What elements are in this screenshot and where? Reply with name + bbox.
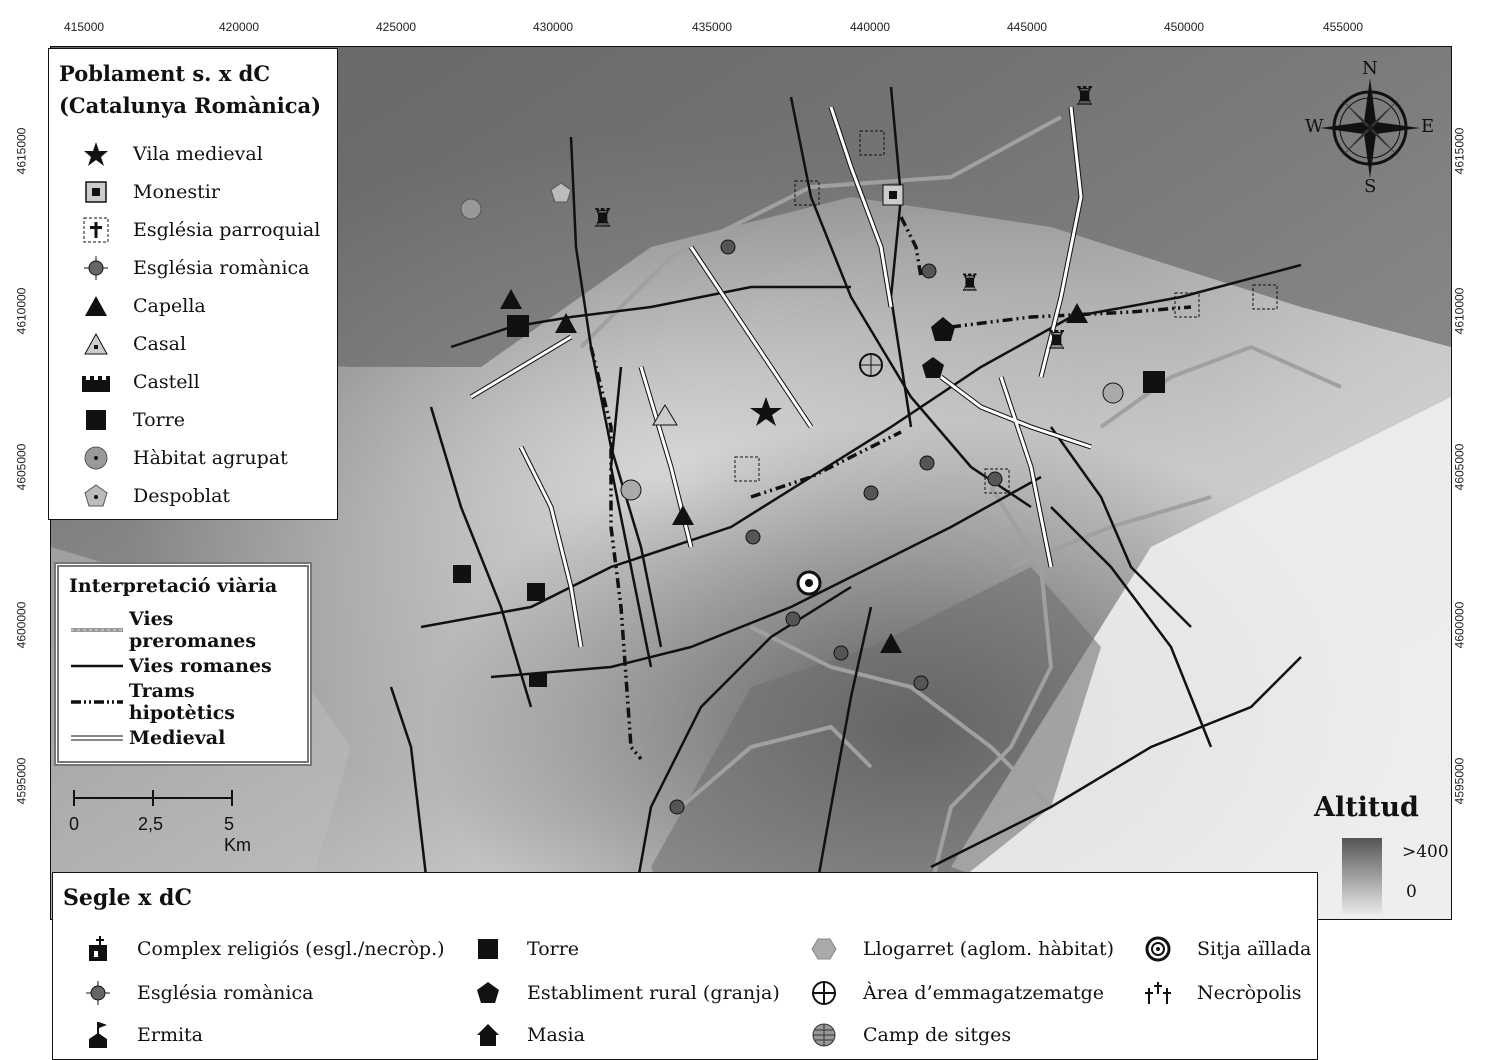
century-item-necropolis: Necròpolis (1141, 973, 1302, 1013)
legend-item-vila: Vila medieval (79, 135, 263, 173)
century-legend (52, 872, 1318, 1060)
castle-marker: ♜ (1073, 82, 1097, 112)
religious-complex-marker (527, 583, 545, 601)
scale-bar-line (66, 790, 246, 810)
legend-item-despoblat: Despoblat (79, 477, 230, 515)
road-item-preroman: Vies preromanes (71, 613, 307, 647)
century-item-hermitage: Ermita (81, 1015, 203, 1055)
isolated-silo-icon (1141, 934, 1175, 964)
century-item-farm: Establiment rural (granja) (471, 973, 780, 1013)
legend-item-monestir: Monestir (79, 173, 220, 211)
y-tick: 4595000 (1452, 757, 1467, 805)
grouped-habitat-marker (461, 199, 481, 219)
religious-complex-marker (453, 565, 471, 583)
x-tick: 430000 (533, 20, 574, 34)
century-legend-title: Segle x dC (63, 885, 192, 911)
scale-label-mid: 2,5 (138, 814, 164, 834)
star-icon (79, 139, 113, 169)
y-tick: 4615000 (14, 127, 29, 175)
scale-bar (66, 790, 251, 855)
x-tick: 425000 (376, 20, 417, 34)
altitude-low: 0 (1406, 882, 1417, 902)
x-tick: 415000 (64, 20, 105, 34)
farm-pentagon-icon (471, 978, 505, 1008)
century-item-romanesque: Església romànica (81, 973, 313, 1013)
legend-title-line1: Poblament s. x dC (59, 61, 271, 86)
tower-marker (507, 315, 529, 337)
parish-church-icon (79, 215, 113, 245)
monastery-icon (79, 177, 113, 207)
x-tick: 440000 (850, 20, 891, 34)
legend-item-habitat: Hàbitat agrupat (79, 439, 288, 477)
legend-item-torre: Torre (79, 401, 185, 439)
century-item-religious: Complex religiós (esgl./necròp.) (81, 929, 445, 969)
road-legend (54, 562, 312, 766)
x-tick: 420000 (219, 20, 260, 34)
century-item-silofield: Camp de sitges (807, 1015, 1011, 1055)
road-legend-title: Interpretació viària (69, 575, 278, 597)
century-item-masia: Masia (471, 1015, 585, 1055)
religious-complex-icon (81, 934, 115, 964)
road-item-hypothetical: Trams hipotètics (71, 685, 307, 719)
chapel-icon (79, 291, 113, 321)
legend-item-parroquial: Església parroquial (79, 211, 320, 249)
compass-w: W (1305, 116, 1324, 137)
castle-icon (79, 367, 113, 397)
hermitage-marker (529, 673, 547, 687)
y-tick: 4600000 (14, 601, 29, 649)
casal-icon (79, 329, 113, 359)
tower-marker (1143, 371, 1165, 393)
grouped-habitat-icon (79, 443, 113, 473)
storage-area-icon (807, 978, 841, 1008)
century-item-storage: Àrea d’emmagatzematge (807, 973, 1104, 1013)
x-tick: 450000 (1164, 20, 1205, 34)
roman-line-icon (71, 661, 123, 671)
y-tick: 4610000 (14, 287, 29, 335)
altitude-ramp (1342, 838, 1382, 914)
road-item-roman: Vies romanes (71, 649, 272, 683)
castle-marker: ♜ (1045, 326, 1069, 356)
scale-label-0: 0 (69, 814, 80, 834)
road-item-medieval: Medieval (71, 721, 225, 755)
farmhouse-icon (471, 1020, 505, 1050)
legend-title-line2: (Catalunya Romànica) (59, 93, 322, 118)
hamlet-hexagon-icon (807, 934, 841, 964)
y-tick: 4595000 (14, 757, 29, 805)
compass-rose (1300, 58, 1440, 198)
altitude-high: >400 (1402, 842, 1449, 862)
romanesque-church-icon (81, 978, 115, 1008)
y-tick: 4600000 (1452, 601, 1467, 649)
silo-field-icon (807, 1020, 841, 1050)
tower-icon (79, 405, 113, 435)
preroman-line-icon (71, 625, 123, 635)
castle-marker: ♜ (959, 269, 981, 297)
legend-item-capella: Capella (79, 287, 206, 325)
compass-e: E (1421, 116, 1435, 137)
settlement-legend (48, 48, 338, 520)
x-tick: 455000 (1323, 20, 1364, 34)
legend-item-romanica: Església romànica (79, 249, 309, 287)
romanesque-church-icon (79, 253, 113, 283)
hypothetical-line-icon (71, 697, 123, 707)
hermitage-icon (81, 1020, 115, 1050)
castle-marker: ♜ (591, 204, 615, 234)
y-tick: 4610000 (1452, 287, 1467, 335)
abandoned-icon (79, 481, 113, 511)
compass-n: N (1362, 58, 1378, 79)
necropolis-icon (1141, 978, 1175, 1008)
medieval-line-icon (71, 733, 123, 743)
compass-s: S (1364, 176, 1377, 197)
century-item-silo: Sitja aïllada (1141, 929, 1311, 969)
century-item-tower: Torre (471, 929, 579, 969)
y-tick: 4605000 (14, 443, 29, 491)
y-tick: 4605000 (1452, 443, 1467, 491)
scale-label-end: 5 Km (224, 814, 251, 855)
tower-icon (471, 934, 505, 964)
x-tick: 435000 (692, 20, 733, 34)
legend-item-castell: Castell (79, 363, 200, 401)
y-tick: 4615000 (1452, 127, 1467, 175)
century-item-hamlet: Llogarret (aglom. hàbitat) (807, 929, 1114, 969)
x-tick: 445000 (1007, 20, 1048, 34)
legend-item-casal: Casal (79, 325, 186, 363)
altitude-title: Altitud (1314, 792, 1419, 823)
